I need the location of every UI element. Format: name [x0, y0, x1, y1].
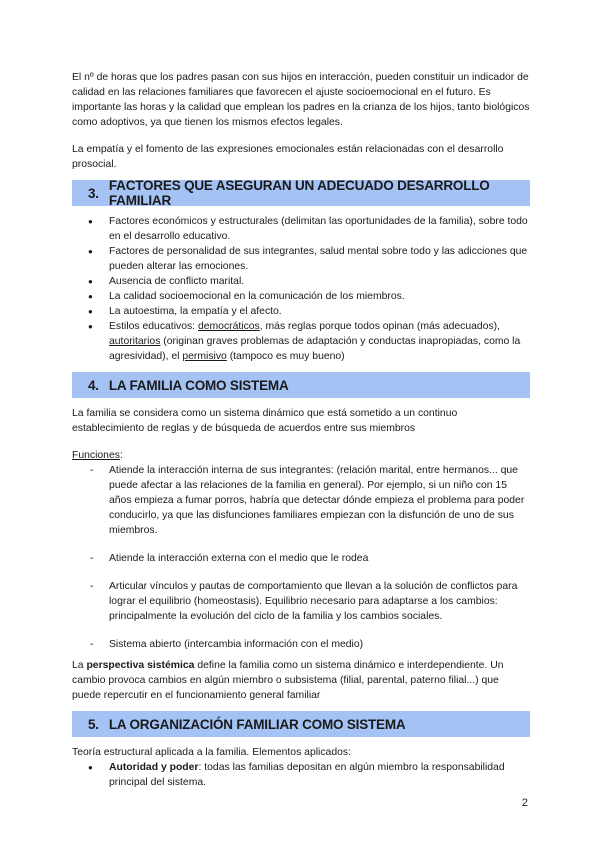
list-item: ● Ausencia de conflicto marital.: [72, 274, 530, 289]
functions-colon: :: [119, 450, 123, 461]
styles-prefix: Estilos educativos:: [109, 321, 198, 332]
section-5-intro: Teoría estructural aplicada a la familia. Elementos aplicados:: [72, 747, 351, 758]
section-5-heading: [72, 711, 530, 737]
persp-prefix: La: [72, 660, 87, 671]
permissive-text: (tampoco es muy bueno): [226, 351, 345, 362]
intro-paragraph-1: El nº de horas que los padres pasan con sus hijos en interacción, pueden constituir un indicador de calidad en las relaciones familiares que favorecen el ajuste socioemocional en el futuro. Es importante las horas y la calidad que emplean los padres en la crianza de los hijos, tanto biológicos como adoptivos, ya que tienen los mismos efectos legales.: [72, 72, 530, 128]
authoritarian-term: autoritarios: [109, 336, 161, 347]
authority-bold: Autoridad y poder: [109, 762, 199, 773]
page-number: 2: [521, 797, 528, 809]
section-4-intro: La familia se considera como un sistema dinámico que está sometido a un continuo establecimiento de reglas y de búsqueda de acuerdos entre sus miembros: [72, 408, 458, 434]
persp-text: define la familia como un sistema dinámico e interdependiente. Un cambio provoca cambios en algún miembro o subsistema (filial, parental, paterno filial...) que puede repercutir en el funcionamiento general familiar: [72, 660, 504, 701]
list-item: ● La autoestima, la empatía y el afecto.: [72, 304, 530, 319]
function-item: - Articular vínculos y pautas de comportamiento que llevan a la solución de conflictos para lograr el equilibrio (homeostasis). Equilibrio necesario para adaptarse a los cambios: principalmente la evolución del ciclo de la familia y los cambios sociales.: [72, 579, 530, 624]
function-item: - Sistema abierto (intercambia información con el medio): [72, 637, 530, 652]
function-item: - Atiende la interacción externa con el medio que le rodea: [72, 551, 530, 566]
systemic-perspective-paragraph: [72, 658, 530, 703]
intro-paragraph-2: La empatía y el fomento de las expresiones emocionales están relacionadas con el desarrollo prosocial.: [72, 144, 504, 170]
democratic-text: , más reglas porque todos opinan (más adecuados),: [259, 321, 501, 332]
persp-bold: perspectiva sistémica: [86, 660, 195, 671]
document-page: [72, 70, 530, 790]
authority-text: : todas las familias depositan en algún miembro la responsabilidad principal del sistema.: [109, 762, 505, 788]
list-item-educational-styles: [72, 319, 530, 364]
section-3-list: [72, 214, 530, 364]
functions-label: Funciones: [72, 450, 120, 461]
section-3-title: FACTORES QUE ASEGURAN UN ADECUADO DESARROLLO FAMILIAR: [108, 178, 490, 208]
list-item-authority: [72, 760, 530, 790]
list-item: ● Factores de personalidad de sus integrantes, salud mental sobre todo y las adicciones que pueden alterar las emociones.: [72, 244, 530, 274]
section-5-number: 5.: [88, 716, 99, 732]
functions-label-line: [72, 448, 530, 463]
section-4-heading: [72, 372, 530, 398]
section-4-title: LA FAMILIA COMO SISTEMA: [108, 377, 289, 393]
list-item: ● La calidad socioemocional en la comunicación de los miembros.: [72, 289, 530, 304]
democratic-term: democráticos: [197, 321, 260, 332]
function-item: - Atiende la interacción interna de sus integrantes: (relación marital, entre hermanos... que puede afectar a las relaciones de la familia en general). Por ejemplo, si un niño con 15 años empieza a fumar porros, habría que detectar dónde empieza el problema para poder conducirlo, ya que las disfunciones familiares empiezan con la disfunción de uno de sus miembros.: [72, 463, 530, 538]
section-4-number: 4.: [88, 377, 99, 393]
section-3-number: 3.: [88, 185, 99, 201]
section-3-heading: [72, 180, 530, 206]
authoritarian-text: (originan graves problemas de adaptación y conductas inapropiadas, como la agresividad), el: [109, 336, 521, 362]
functions-list: [72, 463, 530, 652]
permissive-term: permisivo: [182, 351, 227, 362]
list-item: ● Factores económicos y estructurales (delimitan las oportunidades de la familia), sobre todo en el desarrollo educativo.: [72, 214, 530, 244]
section-5-title: LA ORGANIZACIÓN FAMILIAR COMO SISTEMA: [108, 716, 406, 732]
section-5-list: [72, 760, 530, 790]
